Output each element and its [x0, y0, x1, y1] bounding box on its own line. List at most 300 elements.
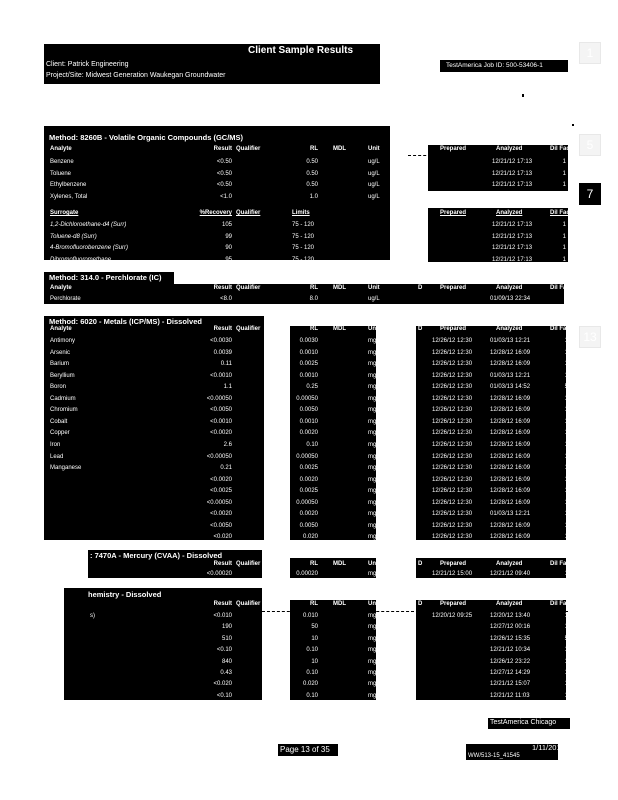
- dil-fac: 1: [564, 647, 568, 654]
- voc-section-title: Method: 8260B - Volatile Organic Compounds (GC/MS): [49, 133, 244, 142]
- analyzed-date: 12/26/12 15:35: [490, 635, 531, 642]
- result-value: <0.10: [216, 692, 232, 699]
- analyzed-date: 12/26/12 23:22: [490, 658, 531, 665]
- result-value: <0.0020: [210, 511, 232, 518]
- column-header: Prepared: [440, 326, 467, 332]
- rl-value: 0.10: [306, 647, 318, 654]
- column-header: RL: [310, 285, 318, 291]
- column-header: Qualifier: [236, 285, 261, 291]
- prepared-date: 12/26/12 12:30: [432, 361, 473, 368]
- column-header: D: [418, 601, 423, 607]
- column-header: Analyte: [50, 146, 72, 152]
- rl-value: 0.0020: [299, 476, 318, 483]
- dil-fac: 1: [562, 159, 566, 165]
- result-value: <1.0: [220, 193, 232, 200]
- analyzed-date: 12/21/12 11:03: [490, 692, 530, 699]
- unit-value: mg/L: [368, 372, 382, 379]
- analyzed-date: 12/28/12 16:09: [490, 395, 531, 402]
- analyzed-date: 12/28/12 16:09: [490, 488, 531, 495]
- dil-fac: 1: [564, 681, 568, 688]
- rl-value: 0.50: [306, 182, 318, 188]
- unit-value: mg/L: [368, 338, 382, 344]
- table-header-row: [0, 326, 618, 337]
- column-header: Qualifier: [236, 601, 261, 607]
- unit-value: mg/L: [368, 384, 382, 391]
- result-value: 2.6: [223, 441, 232, 448]
- result-value: 0.43: [220, 670, 232, 676]
- dil-fac: 1: [564, 624, 568, 631]
- rl-value: 8.0: [309, 296, 318, 302]
- analyzed-date: 12/28/12 16:09: [490, 430, 531, 437]
- result-value: <0.020: [213, 681, 232, 688]
- result-value: <0.50: [216, 182, 232, 188]
- analyzed-date: 12/21/12 10:34: [490, 647, 531, 654]
- analyzed-date: 01/09/13 22:34: [490, 296, 531, 302]
- surrogate-name: Dibromofluoromethane: [50, 256, 112, 263]
- analyzed-date: 12/21/12 17:13: [492, 159, 533, 165]
- rl-value: 0.0025: [299, 361, 318, 368]
- result-value: <0.0025: [210, 488, 232, 495]
- column-header: Dil Fac: [550, 285, 570, 291]
- table-row: [0, 680, 618, 691]
- dil-fac: 1: [564, 613, 568, 619]
- analyzed-date: 12/28/12 16:09: [490, 522, 531, 529]
- prepared-date: 12/26/12 12:30: [432, 511, 473, 518]
- result-value: <0.0050: [210, 407, 232, 414]
- rl-value: 50: [311, 624, 318, 631]
- prepared-date: 12/26/12 12:30: [432, 476, 473, 483]
- result-value: 190: [221, 624, 232, 631]
- surrogate-header-row: [0, 210, 618, 221]
- footer-date: 1/11/2013: [532, 743, 565, 752]
- column-header: Analyte: [50, 326, 72, 332]
- table-row: [0, 453, 618, 464]
- column-header: Dil Fac: [550, 326, 570, 332]
- table-row: [0, 181, 618, 192]
- dil-fac: 1: [564, 349, 568, 356]
- dil-fac: 1: [564, 453, 568, 460]
- analyzed-date: 12/21/12 17:13: [492, 193, 533, 200]
- dil-fac: 5: [564, 635, 568, 642]
- column-header: D: [418, 285, 423, 291]
- column-header: Dil Fac: [550, 210, 570, 216]
- table-row: [0, 499, 618, 510]
- unit-value: mg/L: [368, 361, 382, 368]
- side-tab-7[interactable]: 7: [579, 183, 601, 205]
- analyte-name: Cobalt: [50, 418, 68, 425]
- unit-value: mg/L: [368, 465, 382, 472]
- analyzed-date: 12/28/12 16:09: [490, 361, 531, 368]
- dil-fac: 2: [564, 296, 568, 302]
- side-tab-13[interactable]: 13: [579, 326, 601, 348]
- table-row: [0, 612, 618, 623]
- unit-value: ug/L: [368, 182, 380, 188]
- unit-value: mg/L: [368, 681, 382, 688]
- table-row: [0, 570, 618, 581]
- table-row: [0, 418, 618, 429]
- unit-value: mg/L: [368, 349, 382, 356]
- dil-fac: 1: [562, 222, 566, 228]
- analyte-name: Iron: [50, 441, 61, 448]
- recovery-value: 90: [225, 245, 232, 251]
- column-header: Result: [213, 561, 232, 567]
- table-row: [0, 337, 618, 348]
- prepared-date: 12/26/12 12:30: [432, 407, 473, 414]
- result-value: 0.21: [220, 465, 232, 472]
- prepared-date: 12/26/12 12:30: [432, 522, 473, 529]
- rl-value: 0.10: [306, 441, 318, 448]
- column-header: %Recovery: [199, 210, 232, 216]
- table-row: [0, 533, 618, 544]
- rl-value: 10: [311, 658, 318, 665]
- perchlorate-section-title: Method: 314.0 - Perchlorate (IC): [49, 273, 162, 282]
- column-header: Analyzed: [496, 326, 523, 332]
- analyzed-date: 12/28/12 16:09: [490, 465, 531, 472]
- surrogate-row: [0, 233, 618, 244]
- result-value: 840: [221, 658, 232, 665]
- unit-value: ug/L: [368, 193, 380, 200]
- dil-fac: 1: [562, 233, 566, 240]
- footer-doc-id: WW/513-15_41545: [468, 753, 520, 759]
- speck: [572, 124, 574, 126]
- table-row: [0, 441, 618, 452]
- analyzed-date: 12/27/12 14:29: [490, 670, 531, 676]
- footer-page-number: Page 13 of 35: [280, 745, 330, 754]
- result-value: <0.00050: [206, 395, 232, 402]
- prepared-date: 12/26/12 12:30: [432, 338, 473, 344]
- mercury-section-title: : 7470A - Mercury (CVAA) - Dissolved: [90, 551, 223, 560]
- column-header: Unit: [368, 326, 380, 332]
- side-tab-5[interactable]: 5: [579, 134, 601, 156]
- unit-value: mg/L: [368, 635, 382, 642]
- column-header: Unit: [368, 146, 380, 152]
- column-header: Unit: [368, 601, 380, 607]
- unit-value: ug/L: [368, 159, 380, 165]
- rl-value: 0.10: [306, 670, 318, 676]
- column-header: Qualifier: [236, 210, 261, 216]
- dil-fac: 1: [564, 476, 568, 483]
- table-row: [0, 406, 618, 417]
- unit-value: mg/L: [368, 488, 382, 495]
- page-title: Client Sample Results: [248, 45, 354, 56]
- column-header: Qualifier: [236, 326, 261, 332]
- job-id: TestAmerica Job ID: 500-53406-1: [446, 62, 543, 69]
- unit-value: mg/L: [368, 499, 382, 506]
- table-row: [0, 395, 618, 406]
- rl-value: 0.50: [306, 170, 318, 177]
- column-header: RL: [310, 146, 318, 152]
- rl-value: 0.10: [306, 692, 318, 699]
- surrogate-name: 1,2-Dichloroethane-d4 (Surr): [50, 222, 127, 228]
- rl-value: 0.020: [302, 534, 318, 541]
- dil-fac: 1: [564, 430, 568, 437]
- dil-fac: 1: [562, 193, 566, 200]
- column-header: Qualifier: [236, 146, 261, 152]
- client-name: Client: Patrick Engineering: [46, 61, 129, 68]
- table-row: [0, 295, 618, 306]
- column-header: Dil Fac: [550, 601, 570, 607]
- analyte-name: Perchlorate: [50, 296, 81, 302]
- result-value: <0.10: [216, 647, 232, 654]
- limits-value: 75 - 120: [292, 256, 315, 263]
- table-row: [0, 429, 618, 440]
- analyte-name: s): [90, 613, 95, 619]
- unit-value: mg/L: [368, 522, 382, 529]
- unit-value: mg/L: [368, 692, 382, 699]
- result-value: <0.0010: [210, 418, 232, 425]
- dil-fac: 1: [564, 361, 568, 368]
- analyzed-date: 01/03/13 12:21: [490, 511, 531, 518]
- rl-value: 1.0: [309, 193, 318, 200]
- table-row: [0, 635, 618, 646]
- rl-value: 0.00050: [296, 395, 318, 402]
- rl-value: 0.00050: [296, 499, 318, 506]
- column-header: Qualifier: [236, 561, 261, 567]
- column-header: Analyzed: [496, 561, 523, 567]
- analyzed-date: 12/28/12 16:09: [490, 476, 531, 483]
- rl-value: 0.00050: [296, 453, 318, 460]
- table-row: [0, 646, 618, 657]
- analyzed-date: 12/27/12 00:16: [490, 624, 531, 631]
- analyzed-date: 12/21/12 09:40: [490, 571, 531, 577]
- column-header: MDL: [333, 326, 346, 332]
- result-value: <0.0050: [210, 522, 232, 529]
- table-row: [0, 372, 618, 383]
- table-row: [0, 510, 618, 521]
- result-value: <8.0: [220, 296, 232, 302]
- prepared-date: 12/26/12 12:30: [432, 465, 473, 472]
- dil-fac: 1: [564, 488, 568, 495]
- table-row: [0, 487, 618, 498]
- column-header: Prepared: [440, 601, 467, 607]
- unit-value: mg/L: [368, 670, 382, 676]
- column-header: Prepared: [440, 146, 467, 152]
- prepared-date: 12/26/12 12:30: [432, 395, 473, 402]
- rl-value: 0.0050: [299, 522, 318, 529]
- rl-value: 0.0025: [299, 488, 318, 495]
- analyte-name: Chromium: [50, 407, 78, 414]
- analyzed-date: 12/28/12 16:09: [490, 499, 531, 506]
- chemistry-section-title: hemistry - Dissolved: [88, 590, 162, 599]
- unit-value: mg/L: [368, 658, 382, 665]
- column-header: D: [418, 561, 423, 567]
- analyte-name: Arsenic: [50, 349, 71, 356]
- dil-fac: 1: [562, 170, 566, 177]
- rl-value: 0.0010: [299, 349, 318, 356]
- result-value: <0.00020: [206, 571, 232, 577]
- result-value: 510: [221, 635, 232, 642]
- prepared-date: 12/26/12 12:30: [432, 488, 473, 495]
- result-value: 0.11: [220, 361, 232, 368]
- result-value: <0.50: [216, 159, 232, 165]
- rl-value: 10: [311, 635, 318, 642]
- prepared-date: 12/20/12 09:25: [432, 613, 473, 619]
- column-header: MDL: [333, 146, 346, 152]
- column-header: Analyte: [50, 285, 72, 291]
- analyte-name: Xylenes, Total: [50, 193, 88, 200]
- dil-fac: 1: [564, 407, 568, 414]
- limits-value: 75 - 120: [292, 233, 315, 240]
- table-row: [0, 360, 618, 371]
- result-value: 1.1: [223, 384, 232, 391]
- table-row: [0, 158, 618, 169]
- dil-fac: 1: [564, 692, 568, 699]
- analyzed-date: 12/28/12 16:09: [490, 407, 531, 414]
- column-header: Analyzed: [496, 210, 523, 216]
- analyte-name: Manganese: [50, 465, 82, 472]
- analyzed-date: 12/21/12 15:07: [490, 681, 531, 688]
- unit-value: mg/L: [368, 624, 382, 631]
- dil-fac: 1: [564, 338, 568, 344]
- speck: [522, 94, 524, 97]
- prepared-date: 12/26/12 12:30: [432, 349, 473, 356]
- analyzed-date: 12/28/12 16:09: [490, 349, 531, 356]
- analyzed-date: 01/03/13 12:21: [490, 372, 531, 379]
- prepared-date: 12/26/12 12:30: [432, 534, 473, 541]
- analyte-name: Benzene: [50, 159, 74, 165]
- side-tab-1[interactable]: 1: [579, 42, 601, 64]
- dil-fac: 1: [564, 418, 568, 425]
- column-header: Result: [213, 601, 232, 607]
- unit-value: mg/L: [368, 571, 382, 577]
- analyte-name: Copper: [50, 430, 70, 437]
- rl-value: 0.0020: [299, 430, 318, 437]
- dil-fac: 5: [564, 384, 568, 391]
- surrogate-row: [0, 256, 618, 267]
- column-header: Dil Fac: [550, 146, 570, 152]
- column-header: Dil Fac: [550, 561, 570, 567]
- result-value: <0.0020: [210, 430, 232, 437]
- analyte-name: Barium: [50, 361, 70, 368]
- analyzed-date: 12/21/12 17:13: [492, 182, 533, 188]
- recovery-value: 105: [221, 222, 232, 228]
- unit-value: mg/L: [368, 407, 382, 414]
- column-header: D: [418, 326, 423, 332]
- analyzed-date: 12/20/12 13:40: [490, 613, 531, 619]
- column-header: MDL: [333, 285, 346, 291]
- dil-fac: 1: [564, 522, 568, 529]
- result-value: <0.00050: [206, 499, 232, 506]
- dil-fac: 1: [562, 245, 566, 251]
- column-header: D: [418, 146, 423, 152]
- dil-fac: 1: [562, 182, 566, 188]
- prepared-date: 12/26/12 12:30: [432, 430, 473, 437]
- result-value: <0.0020: [210, 476, 232, 483]
- dil-fac: 1: [564, 465, 568, 472]
- result-value: <0.50: [216, 170, 232, 177]
- analyzed-date: 01/03/13 14:52: [490, 384, 531, 391]
- result-value: 0.0039: [213, 349, 232, 356]
- analyzed-date: 12/21/12 17:13: [492, 245, 533, 251]
- rl-value: 0.0030: [299, 338, 318, 344]
- analyzed-date: 12/28/12 16:09: [490, 534, 531, 541]
- unit-value: mg/L: [368, 395, 382, 402]
- prepared-date: 12/26/12 12:30: [432, 499, 473, 506]
- limits-value: 75 - 120: [292, 222, 315, 228]
- column-header: Unit: [368, 561, 380, 567]
- surrogate-name: 4-Bromofluorobenzene (Surr): [50, 245, 129, 251]
- analyzed-date: 12/28/12 16:09: [490, 418, 531, 425]
- unit-value: ug/L: [368, 296, 380, 302]
- column-header: Limits: [292, 210, 310, 216]
- unit-value: mg/L: [368, 534, 382, 541]
- prepared-date: 12/21/12 15:00: [432, 571, 473, 577]
- table-row: [0, 692, 618, 703]
- analyte-name: Toluene: [50, 170, 72, 177]
- dil-fac: 1: [564, 658, 568, 665]
- analyzed-date: 12/28/12 16:09: [490, 441, 531, 448]
- recovery-value: 95: [225, 256, 232, 263]
- dil-fac: 1: [564, 511, 568, 518]
- prepared-date: 12/26/12 12:30: [432, 453, 473, 460]
- analyte-name: Boron: [50, 384, 67, 391]
- column-header: MDL: [333, 601, 346, 607]
- rl-value: 0.010: [302, 613, 318, 619]
- limits-value: 75 - 120: [292, 245, 315, 251]
- column-header: Result: [213, 285, 232, 291]
- table-header-row: [0, 146, 618, 157]
- table-row: [0, 193, 618, 204]
- dil-fac: 1: [562, 256, 566, 263]
- prepared-date: 12/26/12 12:30: [432, 384, 473, 391]
- surrogate-row: [0, 244, 618, 255]
- unit-value: mg/L: [368, 647, 382, 654]
- unit-value: mg/L: [368, 418, 382, 425]
- footer-brand: TestAmerica Chicago: [490, 719, 557, 726]
- column-header: Prepared: [440, 285, 467, 291]
- analyte-name: Lead: [50, 453, 64, 460]
- column-header: MDL: [333, 561, 346, 567]
- dil-fac: 1: [564, 670, 568, 676]
- project-site: Project/Site: Midwest Generation Waukegan Groundwater: [46, 72, 226, 79]
- unit-value: mg/L: [368, 511, 382, 518]
- table-row: [0, 658, 618, 669]
- surrogate-row: [0, 221, 618, 232]
- table-header-row: [0, 601, 618, 612]
- column-header: Result: [213, 146, 232, 152]
- surrogate-name: Toluene-d8 (Surr): [50, 233, 97, 240]
- table-row: [0, 349, 618, 360]
- rl-value: 0.0010: [299, 418, 318, 425]
- dil-fac: 1: [564, 441, 568, 448]
- recovery-value: 99: [225, 233, 232, 240]
- analyzed-date: 12/21/12 17:13: [492, 170, 533, 177]
- result-value: <0.010: [213, 613, 232, 619]
- table-row: [0, 623, 618, 634]
- analyzed-date: 12/21/12 17:13: [492, 222, 533, 228]
- column-header: Prepared: [440, 210, 467, 216]
- rl-value: 0.0050: [299, 407, 318, 414]
- rl-value: 0.0010: [299, 372, 318, 379]
- table-row: [0, 383, 618, 394]
- column-header: Analyzed: [496, 285, 523, 291]
- column-header: Surrogate: [50, 210, 79, 216]
- unit-value: mg/L: [368, 613, 382, 619]
- analyzed-date: 12/28/12 16:09: [490, 453, 531, 460]
- result-value: <0.00050: [206, 453, 232, 460]
- analyzed-date: 12/21/12 17:13: [492, 233, 533, 240]
- unit-value: mg/L: [368, 476, 382, 483]
- table-row: [0, 170, 618, 181]
- unit-value: mg/L: [368, 441, 382, 448]
- analyte-name: Cadmium: [50, 395, 76, 402]
- column-header: RL: [310, 601, 318, 607]
- rl-value: 0.00020: [296, 571, 318, 577]
- analyte-name: Ethylbenzene: [50, 182, 87, 188]
- column-header: RL: [310, 561, 318, 567]
- rl-value: 0.0020: [299, 511, 318, 518]
- result-value: <0.0030: [210, 338, 232, 344]
